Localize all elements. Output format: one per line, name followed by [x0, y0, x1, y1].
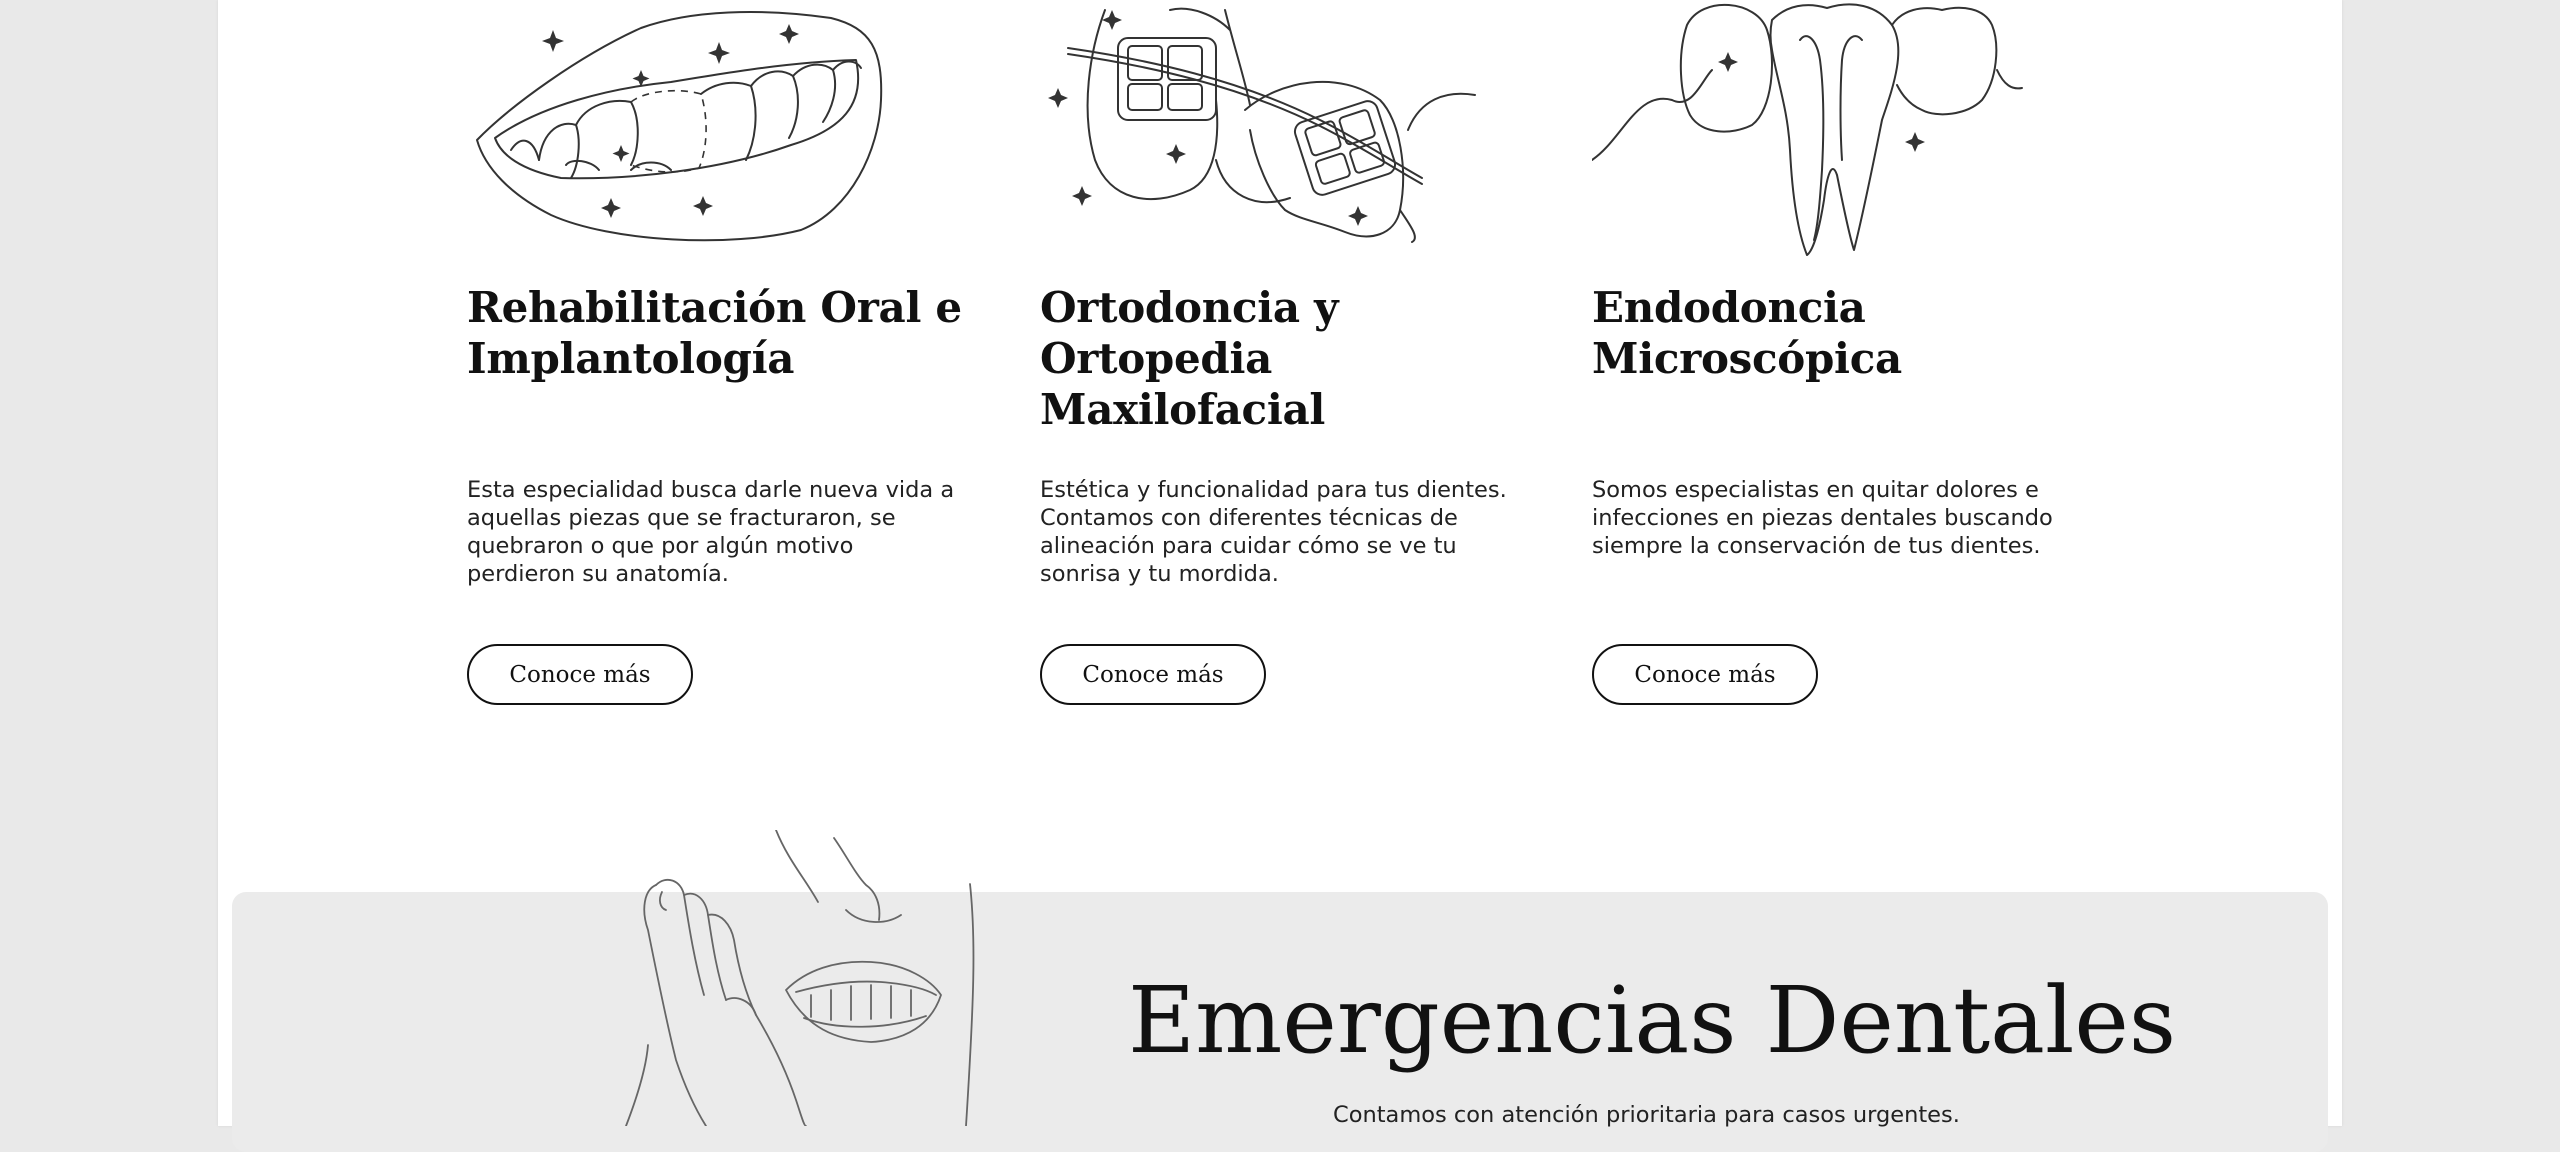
conoce-mas-button[interactable]: Conoce más	[1592, 644, 1818, 705]
service-title: Endodoncia Microscópica	[1592, 283, 1902, 383]
emergency-subtitle: Contamos con atención prioritaria para casos urgentes.	[1333, 1102, 1960, 1128]
smiling-teeth-icon	[471, 0, 891, 260]
service-description: Somos especialistas en quitar dolores e infecciones en piezas dentales buscando siempre la conservación de tus dientes.	[1592, 477, 2053, 559]
service-title: Ortodoncia y Ortopedia Maxilofacial	[1040, 283, 1339, 434]
conoce-mas-button[interactable]: Conoce más	[1040, 644, 1266, 705]
service-description: Esta especialidad busca darle nueva vida a aquellas piezas que se fracturaron, se quebraron o que por algún motivo perdieron su anatomía.	[467, 477, 955, 587]
braces-teeth-icon	[1040, 0, 1480, 260]
emergency-title: Emergencias Dentales	[1128, 967, 2177, 1074]
service-description: Estética y funcionalidad para tus dientes. Contamos con diferentes técnicas de alineación para cuidar cómo se ve tu sonrisa y tu mordida.	[1040, 477, 1507, 587]
toothache-face-icon	[596, 830, 996, 1126]
conoce-mas-button[interactable]: Conoce más	[467, 644, 693, 705]
tooth-root-icon	[1592, 0, 2032, 260]
service-title: Rehabilitación Oral e Implantología	[467, 283, 962, 383]
